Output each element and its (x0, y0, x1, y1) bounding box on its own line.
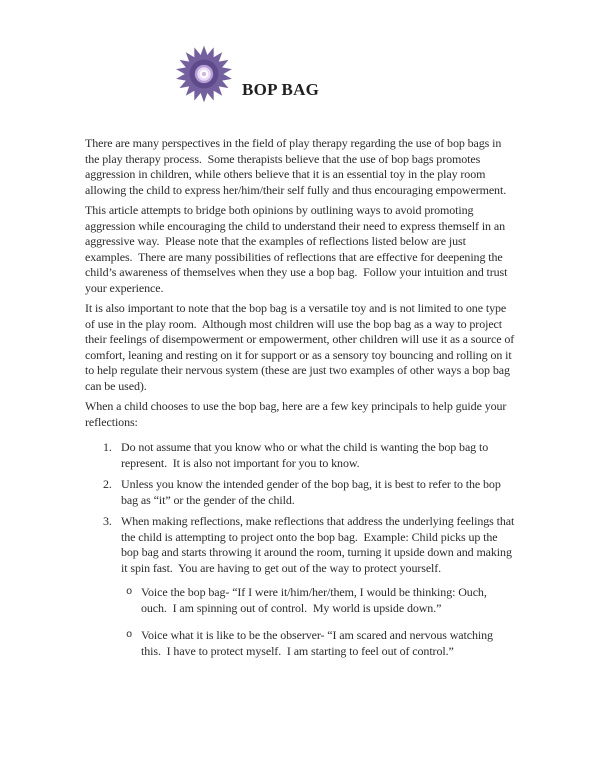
item-text: Do not assume that you know who or what the child is wanting the bop bag to represent. It is also not important for you to know. (121, 440, 489, 470)
paragraph-article-purpose: This article attempts to bridge both opinions by outlining ways to avoid promoting aggression while encouraging the child to understand their need to express themself in an aggressive way. Please note that the examples of reflections listed below are just examples. There are many possibilities of reflections that are effective for deepening the child’s awareness of themselves when they use a bop bag. Follow your intuition and trust your experience. (85, 203, 508, 295)
numbered-item-1 (85, 440, 517, 471)
item-text: Unless you know the intended gender of the bop bag, it is best to refer to the bop bag as “it” or the gender of the child. (121, 477, 501, 507)
flower-starburst-icon (175, 45, 233, 103)
flower-center-dot (202, 72, 206, 76)
sub-bullet-voice-observer (85, 628, 517, 659)
document-title: BOP BAG (242, 80, 320, 99)
bullet-marker: o (126, 586, 133, 598)
item-text: When making reflections, make reflections that address the underlying feelings that the child is attempting to project onto the bop bag. Example: Child picks up the bop bag and starts throwing it around the room, turning it upside down and making it spin fast. You are having to get out of the way to protect yourself. (121, 514, 515, 575)
bop-bag-logo (175, 45, 233, 103)
sub-bullet-voice-bop-bag (85, 585, 517, 616)
bullet-text: Voice what it is like to be the observer- “I am scared and nervous watching this. I have to protect myself. I am starting to feel out of control.” (141, 628, 493, 658)
bullet-text: Voice the bop bag- “If I were it/him/her/them, I would be thinking: Ouch, ouch. I am spinning out of control. My world is upside down.” (141, 585, 487, 615)
paragraph-key-principals-intro: When a child chooses to use the bop bag, here are a few key principals to help guide your reflections: (85, 399, 507, 429)
numbered-item-2 (85, 477, 517, 508)
item-number: 2. (103, 477, 112, 491)
item-number: 1. (103, 440, 112, 454)
document-body (85, 136, 517, 671)
item-number: 3. (103, 514, 112, 528)
numbered-item-3 (85, 514, 517, 576)
bullet-marker: o (126, 629, 133, 641)
paragraph-versatile-toy: It is also important to note that the bop bag is a versatile toy and is not limited to one type of use in the play room. Although most children will use the bop bag as a way to project their feelings of disempowerment or empowerment, other children will use it as a source of comfort, leaning and resting on it for support or as a sensory toy bouncing and rolling on it to help regulate their nervous system (these are just two examples of other ways a bop bag can be used). (85, 301, 515, 393)
paragraph-perspectives: There are many perspectives in the field of play therapy regarding the use of bop bags in the play therapy process. Some therapists believe that the use of bop bags promotes aggression in children, while others believe that it is an essential toy in the play room allowing the child to express her/him/their self fully and thus encouraging empowerment. (85, 136, 507, 197)
